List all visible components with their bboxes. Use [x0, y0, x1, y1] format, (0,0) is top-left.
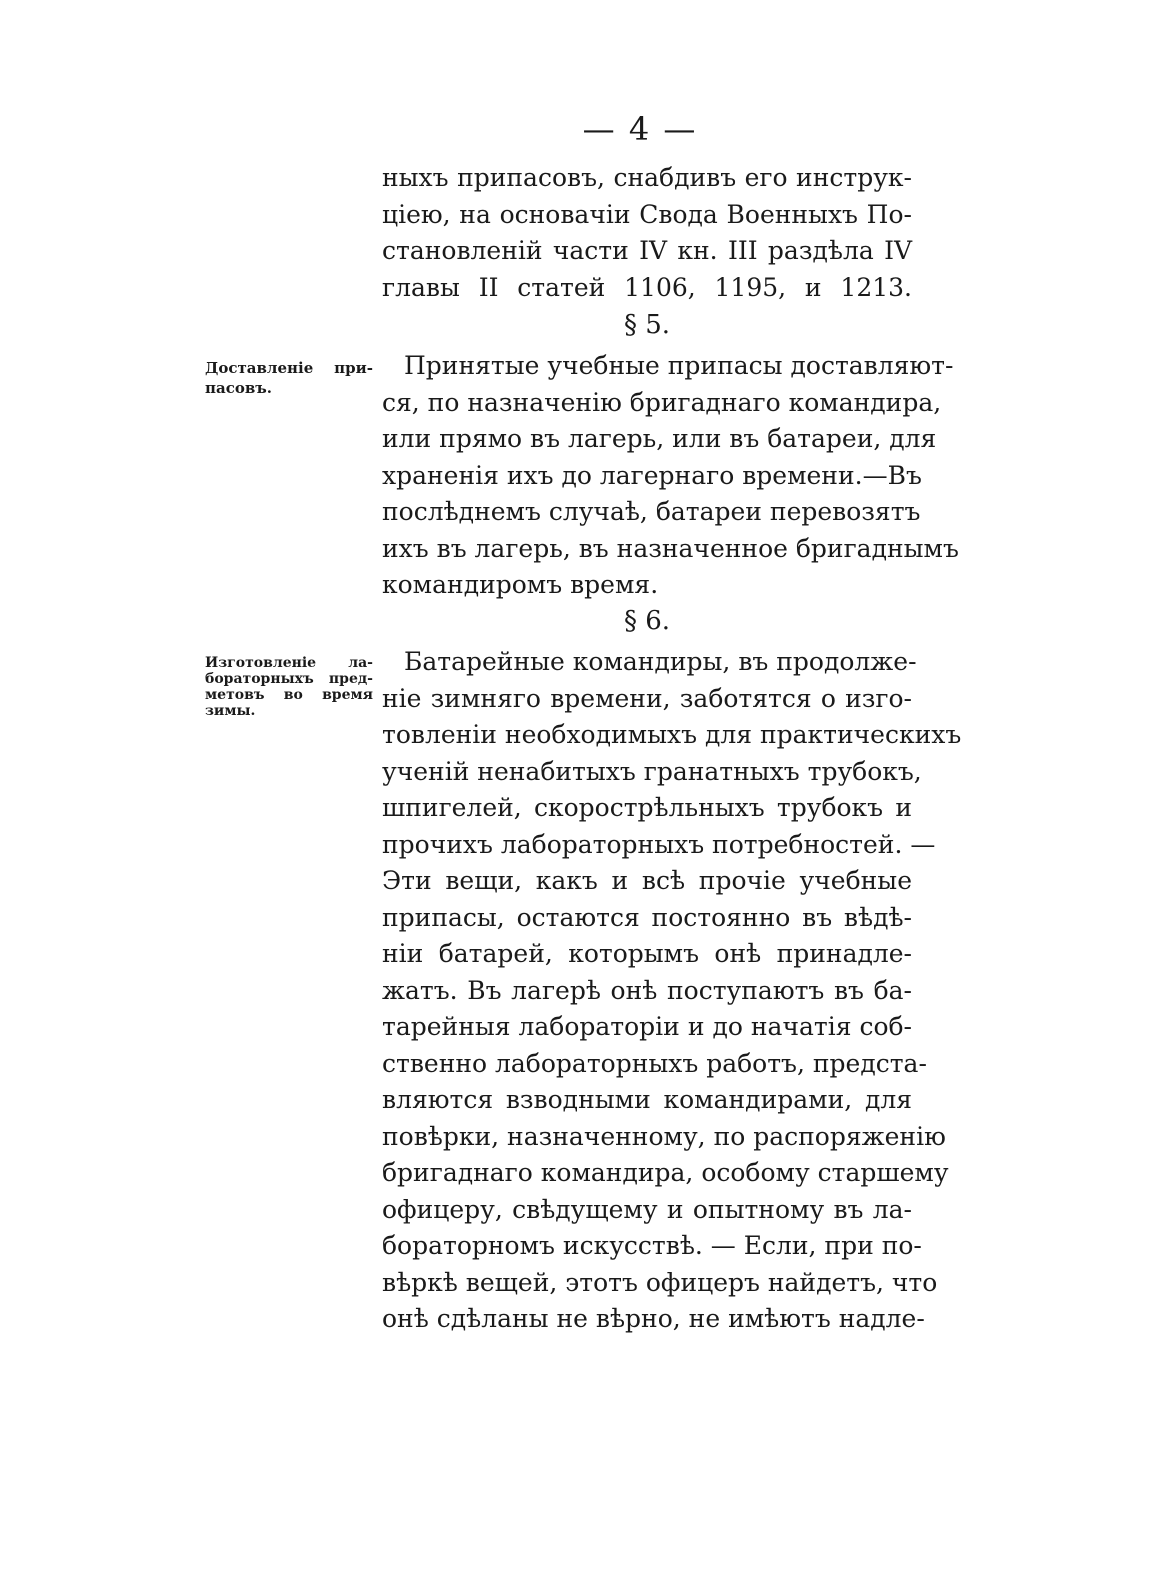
- section-5-margin-note: [205, 358, 373, 398]
- margin-note-line: бораторныхъ пред-: [205, 671, 373, 687]
- text-line: повѣрки, назначенному, по распоряженію: [382, 1121, 946, 1151]
- margin-note-line: Доставленіе при-: [205, 359, 373, 377]
- text-line: вляются взводными командирами, для: [382, 1085, 912, 1114]
- text-line: тарейныя лабораторіи и до начатія соб-: [382, 1012, 912, 1041]
- text-line: вѣркѣ вещей, этотъ офицеръ найдетъ, что: [382, 1267, 938, 1297]
- text-line: шпигелей, скорострѣльныхъ трубокъ и: [382, 793, 912, 822]
- text-line: храненія ихъ до лагернаго времени.—Въ: [382, 460, 922, 490]
- text-line: главы II статей 1106, 1195, и 1213.: [382, 272, 912, 302]
- text-line: послѣднемъ случаѣ, батареи перевозятъ: [382, 497, 921, 526]
- text-line: товленіи необходимыхъ для практическихъ: [382, 720, 962, 749]
- text-line: припасы, остаются постоянно въ вѣдѣ-: [382, 902, 912, 932]
- margin-note-line: Изготовленіе ла-: [205, 655, 373, 671]
- margin-note-line: пасовъ.: [205, 379, 272, 397]
- margin-note-line: метовъ во время: [205, 687, 373, 703]
- section-6-body: [382, 644, 962, 1338]
- text-line: онѣ сдѣланы не вѣрно, не имѣютъ надле-: [382, 1304, 925, 1333]
- text-line: жатъ. Въ лагерѣ онѣ поступаютъ въ ба-: [382, 975, 912, 1005]
- text-line: ныхъ припасовъ, снабдивъ его инструк-: [382, 163, 912, 192]
- text-line: бригаднаго командира, особому старшему: [382, 1158, 949, 1187]
- text-line: офицеру, свѣдущему и опытному въ ла-: [382, 1194, 912, 1224]
- text-line: ся, по назначенію бригаднаго командира,: [382, 387, 942, 417]
- page-number: — 4 —: [582, 110, 698, 148]
- text-block-continuation: [382, 160, 912, 306]
- text-line: Принятые учебные припасы доставляют-: [404, 351, 954, 380]
- text-line: ніи батарей, которымъ онѣ принадле-: [382, 939, 912, 968]
- text-line: ученій ненабитыхъ гранатныхъ трубокъ,: [382, 756, 922, 786]
- text-line: цiею, на основачiи Свода Военныхъ По-: [382, 199, 912, 229]
- text-line: становленiй части IV кн. III раздѣла IV: [382, 236, 912, 265]
- text-line: прочихъ лабораторныхъ потребностей. —: [382, 829, 936, 859]
- text-line: ственно лабораторныхъ работъ, предста-: [382, 1048, 927, 1078]
- section-5-heading: § 5.: [623, 310, 671, 340]
- section-6-heading: § 6.: [623, 606, 671, 636]
- text-line: Батарейные командиры, въ продолже-: [404, 647, 917, 676]
- margin-note-line: зимы.: [205, 703, 256, 719]
- section-5-body: [382, 348, 959, 604]
- text-line: или прямо въ лагерь, или въ батареи, для: [382, 424, 937, 453]
- text-line: бораторномъ искусствѣ. — Если, при по-: [382, 1231, 922, 1260]
- text-line: ніе зимняго времени, заботятся о изго-: [382, 683, 912, 713]
- text-line: Эти вещи, какъ и всѣ прочіе учебные: [382, 866, 912, 895]
- section-6-margin-note: [205, 655, 373, 719]
- text-line: командиромъ время.: [382, 570, 659, 599]
- text-line: ихъ въ лагерь, въ назначенное бригаднымъ: [382, 533, 959, 563]
